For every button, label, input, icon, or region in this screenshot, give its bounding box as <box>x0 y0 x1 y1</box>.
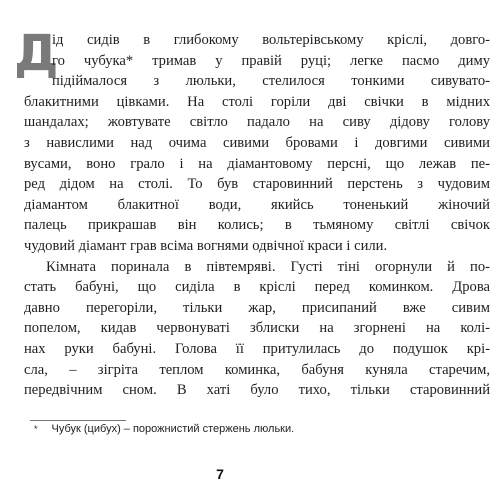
text-line: діамантом блакитної води, якийсь тоненький жіночий <box>24 196 490 213</box>
footnote-mark: * <box>34 424 38 434</box>
footnote <box>34 422 294 436</box>
text-line: блакитними цівками. На столі горіли дві свічки в мідних <box>24 93 490 110</box>
text-line: вусами, воно грало і на діамантовому персні, що лежав пе- <box>24 155 490 172</box>
text-line: чудовий діамант грав всіма вогнями одвічної краси і сили. <box>24 237 388 254</box>
text-line: давно перегоріли, тільки жар, присипаний вже сивим <box>24 299 490 316</box>
text-line: стать бабуні, що сиділа в кріслі перед коминком. Дрова <box>24 279 490 296</box>
text-line: передвічним сном. В хаті було тихо, тільки старовинний <box>24 382 490 399</box>
text-line: шандалах; жовтувате світло падало на сиву дідову голову <box>24 114 490 131</box>
text-line: попелом, кидав червонуваті зблиски на згорнені на колі- <box>24 320 490 337</box>
footnote-divider <box>30 420 126 421</box>
text-line: Кімната поринала в півтемряві. Густі тіні огорнули й по- <box>46 258 490 275</box>
text-line: з навислими над очима сивими бровами і довгими сивими <box>24 134 490 151</box>
text-line: ред дідом на столі. То був старовинний перстень з чудовим <box>24 176 490 193</box>
text-line: палець прикрашав він колись; в тьмяному світлі свічок <box>24 217 490 234</box>
drop-cap: Д <box>14 24 59 82</box>
text-line: сла, – зігріта теплом коминка, бабуня куняла старечим, <box>24 361 490 378</box>
footnote-text: Чубук (цибух) – порожнистий стержень люльки. <box>51 423 295 435</box>
body-text <box>24 30 490 401</box>
text-line: ід сидів в глибокому вольтерівському кріслі, довго- <box>52 32 490 48</box>
text-line: підіймалося з люльки, стелилося тонкими сивувато- <box>52 73 490 90</box>
text-line: го чубука* тримав у правій руці; легке пасмо диму <box>52 52 490 69</box>
page-number: 7 <box>216 466 224 482</box>
text-line: нах руки бабуні. Голова її притулилась до подушок крі- <box>24 340 490 357</box>
